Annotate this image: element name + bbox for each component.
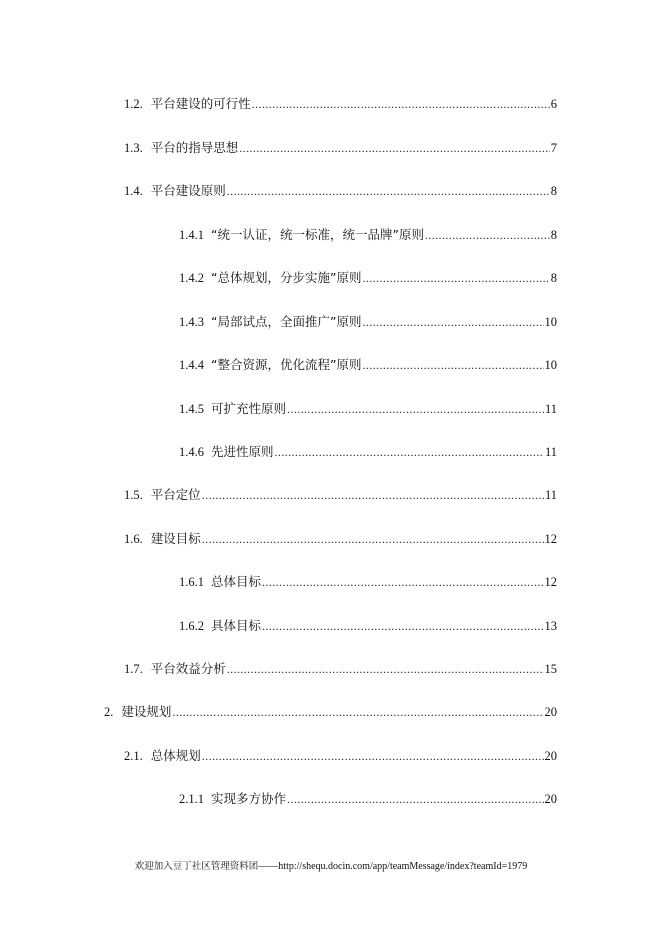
toc-entry-page: 15 <box>544 662 557 676</box>
toc-entry-page: 12 <box>544 532 557 546</box>
toc-entry-page: 10 <box>544 315 557 329</box>
toc-entry-number: 1.4.6 <box>179 445 204 459</box>
toc-dot-leader <box>202 486 544 504</box>
toc-entry[interactable] <box>124 95 557 113</box>
toc-entry-title: “统一认证，统一标准，统一品牌”原则 <box>211 227 424 242</box>
toc-entry-title: “局部试点，全面推广”原则 <box>211 314 362 329</box>
toc-entry[interactable] <box>124 747 557 765</box>
toc-dot-leader <box>362 356 543 374</box>
toc-dot-leader <box>287 400 544 418</box>
toc-entry-number: 2.1.1 <box>179 792 204 806</box>
toc-dot-leader <box>425 226 550 244</box>
toc-entry-number: 1.6.2 <box>179 619 204 633</box>
toc-entry[interactable] <box>179 269 557 287</box>
toc-dot-leader <box>262 573 543 591</box>
toc-entry-page: 10 <box>544 358 557 372</box>
toc-dot-leader <box>202 530 544 548</box>
toc-entry-page: 20 <box>544 749 557 763</box>
toc-entry-number: 2. <box>104 705 114 719</box>
toc-entry-title: 平台建设原则 <box>150 183 226 198</box>
toc-entry-title: 平台定位 <box>150 487 201 502</box>
toc-entry-page: 20 <box>544 705 557 719</box>
toc-entry-number: 1.6.1 <box>179 575 204 589</box>
footer-dash: —— <box>258 861 279 872</box>
toc-dot-leader <box>275 443 544 461</box>
toc-entry[interactable] <box>104 703 557 721</box>
toc-entry-page: 11 <box>544 402 557 416</box>
toc-entry-page: 13 <box>544 619 557 633</box>
toc-entry-number: 1.4.5 <box>179 402 204 416</box>
toc-entry-title: 实现多方协作 <box>211 791 287 806</box>
toc-entry-number: 1.3. <box>124 141 143 155</box>
toc-entry[interactable] <box>124 182 557 200</box>
toc-entry-number: 1.6. <box>124 532 143 546</box>
toc-dot-leader <box>262 617 543 635</box>
toc-entry-number: 1.5. <box>124 488 143 502</box>
toc-dot-leader <box>252 95 550 113</box>
toc-entry[interactable] <box>179 790 557 808</box>
toc-dot-leader <box>362 269 549 287</box>
toc-entry-title: 平台的指导思想 <box>150 140 239 155</box>
toc-dot-leader <box>227 182 550 200</box>
toc-entry[interactable] <box>124 139 557 157</box>
page-footer <box>0 860 662 874</box>
toc-entry[interactable] <box>124 660 557 678</box>
toc-entry-page: 11 <box>544 488 557 502</box>
toc-entry[interactable] <box>179 573 557 591</box>
toc-entry-number: 1.7. <box>124 662 143 676</box>
toc-entry-page: 12 <box>544 575 557 589</box>
toc-entry[interactable] <box>179 443 557 461</box>
footer-link[interactable]: http://shequ.docin.com/app/teamMessage/index?teamId=1979 <box>278 861 528 872</box>
toc-dot-leader <box>287 790 543 808</box>
toc-entry-page: 7 <box>550 141 557 155</box>
toc-entry-title: 可扩充性原则 <box>211 401 287 416</box>
toc-entry-title: 具体目标 <box>211 618 262 633</box>
toc-entry-number: 1.2. <box>124 97 143 111</box>
toc-entry-number: 1.4.2 <box>179 271 204 285</box>
toc-entry-title: 平台效益分析 <box>150 661 226 676</box>
toc-entry-title: 平台建设的可行性 <box>150 96 251 111</box>
toc-entry-number: 1.4.4 <box>179 358 204 372</box>
toc-dot-leader <box>239 139 549 157</box>
toc-entry-title: 总体规划 <box>150 748 201 763</box>
toc-entry-title: “总体规划，分步实施”原则 <box>211 270 362 285</box>
toc-entry-title: 建设规划 <box>121 704 172 719</box>
toc-entry[interactable] <box>179 226 557 244</box>
toc-entry-page: 11 <box>544 445 557 459</box>
toc-entry-title: 先进性原则 <box>211 444 274 459</box>
toc-entry[interactable] <box>124 530 557 548</box>
toc-entry-page: 8 <box>550 184 557 198</box>
toc-dot-leader <box>362 313 543 331</box>
toc-entry[interactable] <box>179 313 557 331</box>
toc-entry-number: 1.4.1 <box>179 228 204 242</box>
toc-dot-leader <box>172 703 543 721</box>
toc-dot-leader <box>202 747 544 765</box>
footer-text: 欢迎加入豆丁社区管理资料团 <box>134 861 259 872</box>
toc-entry[interactable] <box>179 356 557 374</box>
toc-entry-page: 20 <box>544 792 557 806</box>
toc-entry-title: 总体目标 <box>211 574 262 589</box>
toc-dot-leader <box>227 660 544 678</box>
toc-entry[interactable] <box>124 486 557 504</box>
toc-entry-page: 8 <box>550 228 557 242</box>
toc-entry[interactable] <box>179 617 557 635</box>
toc-entry-title: “整合资源，优化流程”原则 <box>211 357 362 372</box>
toc-entry-number: 2.1. <box>124 749 143 763</box>
toc-entry-number: 1.4. <box>124 184 143 198</box>
toc-entry-title: 建设目标 <box>150 531 201 546</box>
toc-entry-page: 8 <box>550 271 557 285</box>
toc-entry[interactable] <box>179 400 557 418</box>
toc-entry-number: 1.4.3 <box>179 315 204 329</box>
toc-entry-page: 6 <box>550 97 557 111</box>
